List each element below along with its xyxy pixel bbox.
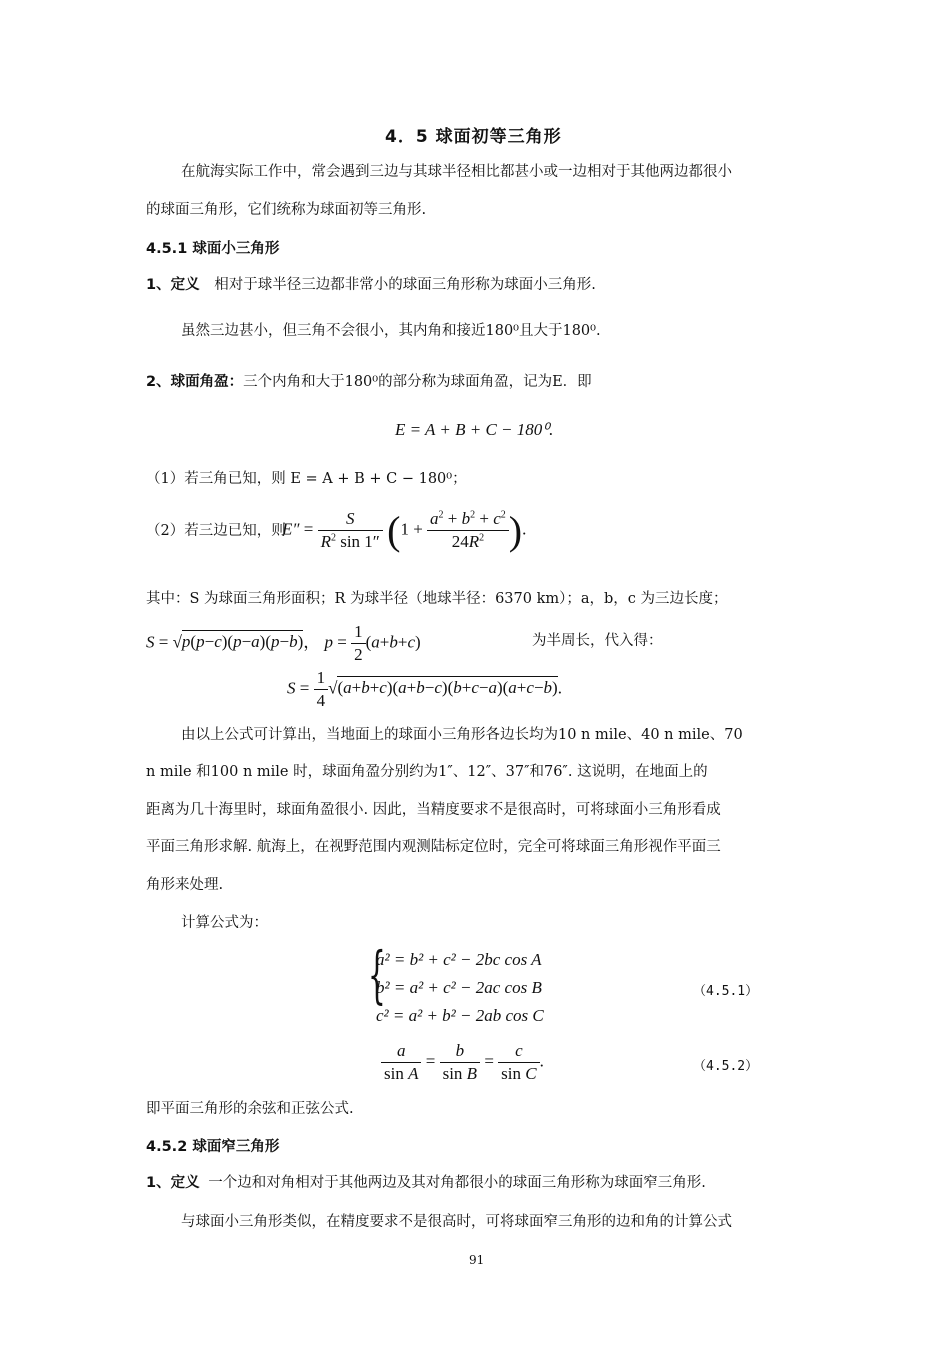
formula-summary: 即平面三角形的余弦和正弦公式. [146, 1101, 354, 1117]
paragraph-line-1: 由以上公式可计算出，当地面上的球面小三角形各边长均为10 n mile、40 n mile、70 [181, 727, 743, 743]
case-2-sides-known [146, 521, 286, 541]
variables-explanation: 其中：S 为球面三角形面积；R 为球半径（地球半径：6370 km）；a，b，c 为三边长度； [146, 591, 728, 607]
definition-label-2: 1、定义 [146, 1175, 200, 1191]
intro-line-2: 的球面三角形，它们统称为球面初等三角形. [146, 202, 427, 218]
narrow-triangle-line-2: 与球面小三角形类似，在精度要求不是很高时，可将球面窄三角形的边和角的计算公式 [181, 1214, 732, 1230]
case-2-prefix: （2）若三边已知，则 [146, 523, 286, 539]
paragraph-line-5: 角形来处理. [146, 877, 224, 893]
excess-from-sides-formula: E″ = $\frac{S}{R^2 \sin 1''}$ (1 + $\frac{a^2 + b^2 + c^2}{24R^2}$ ). [282, 508, 527, 553]
spherical-excess-label: 2、球面角盈： [146, 374, 244, 390]
cosine-law-b: b² = a² + c² − 2ac cos B [376, 978, 542, 997]
intro-line-1: 在航海实际工作中，常会遇到三边与其球半径相比都甚小或一边相对于其他两边都很小 [181, 164, 732, 180]
definition-label: 1、定义 [146, 277, 200, 293]
formula-intro: 计算公式为： [181, 915, 268, 931]
excess-equation: E = A + B + C − 180⁰. [395, 420, 554, 439]
case-1-angles-known: （1）若三角已知，则 E = A + B + C − 180⁰； [146, 471, 467, 487]
definition-text-2: 一个边和对角相对于其他两边及其对角都很小的球面三角形称为球面窄三角形. [208, 1175, 706, 1191]
paragraph-line-2: n mile 和100 n mile 时，球面角盈分别约为1″、12″、37″和76″. 这说明，在地面上的 [146, 764, 708, 780]
cosine-law-a: a² = b² + c² − 2bc cos A [376, 950, 542, 969]
equation-number-4-5-2: （4.5.2） [693, 1059, 759, 1074]
section-heading-4-5-1: 4.5.1 球面小三角形 [146, 241, 280, 257]
angle-sum-note: 虽然三边甚小，但三角不会很小，其内角和接近180⁰且大于180⁰. [181, 323, 601, 339]
definition-narrow-triangle [146, 1173, 706, 1193]
paragraph-line-3: 距离为几十海里时，球面角盈很小. 因此，当精度要求不是很高时，可将球面小三角形看成 [146, 802, 721, 818]
spherical-excess-definition [146, 372, 592, 392]
section-heading-4-5-2: 4.5.2 球面窄三角形 [146, 1139, 280, 1155]
area-formula: S = √p(p−c)(p−a)(p−b)， p = $\frac{1}{2}$ (a+b+c) [146, 622, 421, 664]
semi-perimeter-note: 为半周长，代入得： [532, 633, 663, 649]
equation-number-4-5-1: （4.5.1） [693, 984, 759, 999]
spherical-excess-text: 三个内角和大于180⁰的部分称为球面角盈，记为E．即 [243, 374, 592, 390]
sine-law: $\frac{a}{\text{sin A}}$ = $\frac{b}{\text{sin B}}$ = $\frac{c}{\text{sin C}}$ . [381, 1041, 544, 1084]
cosine-law-c: c² = a² + b² − 2ab cos C [376, 1006, 544, 1025]
definition-text: 相对于球半径三边都非常小的球面三角形称为球面小三角形. [214, 277, 596, 293]
paragraph-line-4: 平面三角形求解. 航海上，在视野范围内观测陆标定位时，完全可将球面三角形视作平面三 [146, 839, 721, 855]
area-expanded-formula: S = $\frac{1}{4}$ √(a+b+c)(a+b−c)(b+c−a)(a+c−b). [287, 668, 562, 710]
page-number: 91 [469, 1253, 485, 1267]
page-title: 4．5 球面初等三角形 [385, 127, 562, 147]
brace-symbol: { [368, 938, 386, 1011]
definition-small-triangle [146, 275, 596, 295]
